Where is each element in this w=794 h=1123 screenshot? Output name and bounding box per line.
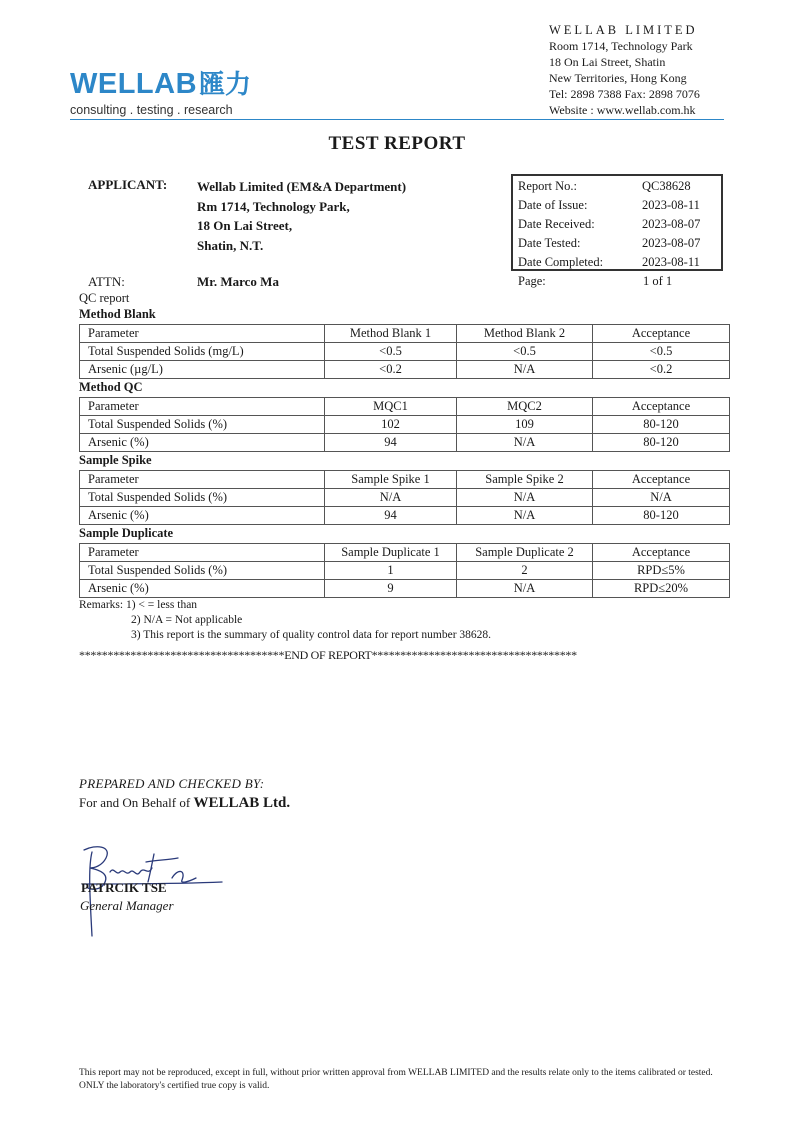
- on-behalf-company: WELLAB Ltd.: [193, 795, 291, 811]
- applicant-label: APPLICANT:: [88, 177, 168, 192]
- header-cell: Parameter: [80, 398, 325, 416]
- value-cell: N/A: [457, 507, 593, 525]
- date-completed-row: [518, 253, 700, 272]
- header-cell: MQC1: [325, 398, 457, 416]
- info-value: 2023-08-11: [642, 255, 700, 269]
- value-cell: <0.5: [457, 343, 593, 361]
- header-cell: Sample Duplicate 1: [325, 544, 457, 562]
- parameter-cell: Arsenic (%): [80, 580, 325, 598]
- value-cell: 9: [325, 580, 457, 598]
- company-logo: [70, 64, 251, 117]
- info-value: 2023-08-11: [642, 198, 700, 212]
- company-name: WELLAB LIMITED: [549, 23, 698, 37]
- table-row: [80, 580, 730, 598]
- info-value: 2023-08-07: [642, 236, 701, 250]
- info-label: Date Received:: [518, 217, 595, 231]
- table-header-row: [80, 471, 730, 489]
- value-cell: 109: [457, 416, 593, 434]
- header-divider: [70, 119, 724, 120]
- parameter-cell: Arsenic (%): [80, 434, 325, 452]
- date-received-row: [518, 215, 700, 234]
- parameter-cell: Total Suspended Solids (%): [80, 489, 325, 507]
- end-of-report-line: ************************************END OF REPORT************************************: [79, 648, 577, 662]
- header-cell: Acceptance: [593, 325, 730, 343]
- applicant-line: Shatin, N.T.: [197, 237, 264, 253]
- attn-label: ATTN:: [88, 274, 125, 289]
- company-address-block: [549, 22, 700, 118]
- website-line: Website : www.wellab.com.hk: [549, 103, 696, 117]
- value-cell: 94: [325, 434, 457, 452]
- table-header-row: [80, 398, 730, 416]
- value-cell: N/A: [457, 489, 593, 507]
- info-label: Report No.:: [518, 179, 578, 193]
- header-cell: Sample Spike 1: [325, 471, 457, 489]
- acceptance-cell: <0.2: [593, 361, 730, 379]
- value-cell: 1: [325, 562, 457, 580]
- acceptance-cell: <0.5: [593, 343, 730, 361]
- value-cell: <0.2: [325, 361, 457, 379]
- table-row: [80, 507, 730, 525]
- header-cell: Acceptance: [593, 544, 730, 562]
- table-row: [80, 361, 730, 379]
- applicant-line: Wellab Limited (EM&A Department): [197, 179, 407, 194]
- value-cell: <0.5: [325, 343, 457, 361]
- qc-report-label: QC report: [79, 291, 130, 305]
- date-of-issue-row: [518, 196, 700, 215]
- parameter-cell: Total Suspended Solids (%): [80, 562, 325, 580]
- logo-tagline: consulting . testing . research: [70, 103, 233, 117]
- disclaimer-footer: This report may not be reproduced, except in full, without prior written approval from WELLAB LIMITED and the results relate only to the items calibrated or tested. ONLY the laboratory's certified true copy is valid.: [79, 1068, 713, 1091]
- table-row: [80, 416, 730, 434]
- report-info-table: [518, 177, 700, 272]
- report-number-row: [518, 177, 700, 196]
- section-title-method-qc: Method QC: [79, 380, 143, 394]
- parameter-cell: Total Suspended Solids (%): [80, 416, 325, 434]
- applicant-address: [197, 177, 406, 255]
- address-line: New Territories, Hong Kong: [549, 71, 687, 85]
- parameter-cell: Arsenic (µg/L): [80, 361, 325, 379]
- phone-fax-line: Tel: 2898 7388 Fax: 2898 7076: [549, 87, 700, 101]
- acceptance-cell: N/A: [593, 489, 730, 507]
- header-cell: Parameter: [80, 325, 325, 343]
- signer-title: General Manager: [80, 898, 174, 913]
- table-row: [80, 489, 730, 507]
- method-qc-table: [79, 397, 730, 452]
- header-cell: Acceptance: [593, 471, 730, 489]
- sample-spike-table: [79, 470, 730, 525]
- value-cell: N/A: [325, 489, 457, 507]
- acceptance-cell: RPD≤5%: [593, 562, 730, 580]
- logo-wordmark: WELLAB: [70, 68, 198, 100]
- value-cell: 2: [457, 562, 593, 580]
- value-cell: 102: [325, 416, 457, 434]
- logo-chinese-characters: 匯力: [199, 70, 252, 100]
- page-number: 1 of 1: [643, 274, 673, 288]
- attn-name: Mr. Marco Ma: [197, 274, 279, 289]
- info-value: QC38628: [642, 179, 691, 193]
- report-info-box: [511, 174, 723, 271]
- value-cell: N/A: [457, 580, 593, 598]
- header-cell: Parameter: [80, 544, 325, 562]
- applicant-line: Rm 1714, Technology Park,: [197, 198, 350, 214]
- report-title: TEST REPORT: [328, 133, 466, 154]
- header-cell: Sample Duplicate 2: [457, 544, 593, 562]
- table-header-row: [80, 544, 730, 562]
- date-tested-row: [518, 234, 700, 253]
- acceptance-cell: 80-120: [593, 416, 730, 434]
- on-behalf-line: [79, 795, 290, 812]
- method-blank-table: [79, 324, 730, 379]
- prepared-and-checked-label: PREPARED AND CHECKED BY:: [79, 776, 265, 791]
- value-cell: N/A: [457, 361, 593, 379]
- address-line: Room 1714, Technology Park: [549, 39, 693, 53]
- table-header-row: [80, 325, 730, 343]
- remark-line: 2) N/A = Not applicable: [131, 614, 243, 626]
- table-row: [80, 562, 730, 580]
- header-cell: Acceptance: [593, 398, 730, 416]
- table-row: [80, 343, 730, 361]
- remark-line: Remarks: 1) < = less than: [79, 599, 198, 611]
- parameter-cell: Arsenic (%): [80, 507, 325, 525]
- info-label: Date Tested:: [518, 236, 581, 250]
- value-cell: N/A: [457, 434, 593, 452]
- section-title-sample-duplicate: Sample Duplicate: [79, 526, 174, 540]
- value-cell: 94: [325, 507, 457, 525]
- header-cell: Method Blank 1: [325, 325, 457, 343]
- sample-duplicate-table: [79, 543, 730, 598]
- header-cell: MQC2: [457, 398, 593, 416]
- applicant-line: 18 On Lai Street,: [197, 218, 293, 233]
- acceptance-cell: 80-120: [593, 434, 730, 452]
- parameter-cell: Total Suspended Solids (mg/L): [80, 343, 325, 361]
- header-cell: Sample Spike 2: [457, 471, 593, 489]
- remark-line: 3) This report is the summary of quality control data for report number 38628.: [131, 629, 492, 641]
- info-label: Date Completed:: [518, 255, 604, 269]
- on-behalf-prefix: For and On Behalf of: [79, 795, 194, 810]
- section-title-method-blank: Method Blank: [79, 307, 156, 321]
- page-label: Page:: [518, 274, 546, 288]
- table-row: [80, 434, 730, 452]
- acceptance-cell: RPD≤20%: [593, 580, 730, 598]
- acceptance-cell: 80-120: [593, 507, 730, 525]
- info-value: 2023-08-07: [642, 217, 701, 231]
- remarks: [79, 598, 491, 643]
- section-title-sample-spike: Sample Spike: [79, 453, 152, 467]
- header-cell: Method Blank 2: [457, 325, 593, 343]
- address-line: 18 On Lai Street, Shatin: [549, 55, 666, 69]
- info-label: Date of Issue:: [518, 198, 588, 212]
- signer-name: PATRCIK TSE: [81, 880, 167, 895]
- header-cell: Parameter: [80, 471, 325, 489]
